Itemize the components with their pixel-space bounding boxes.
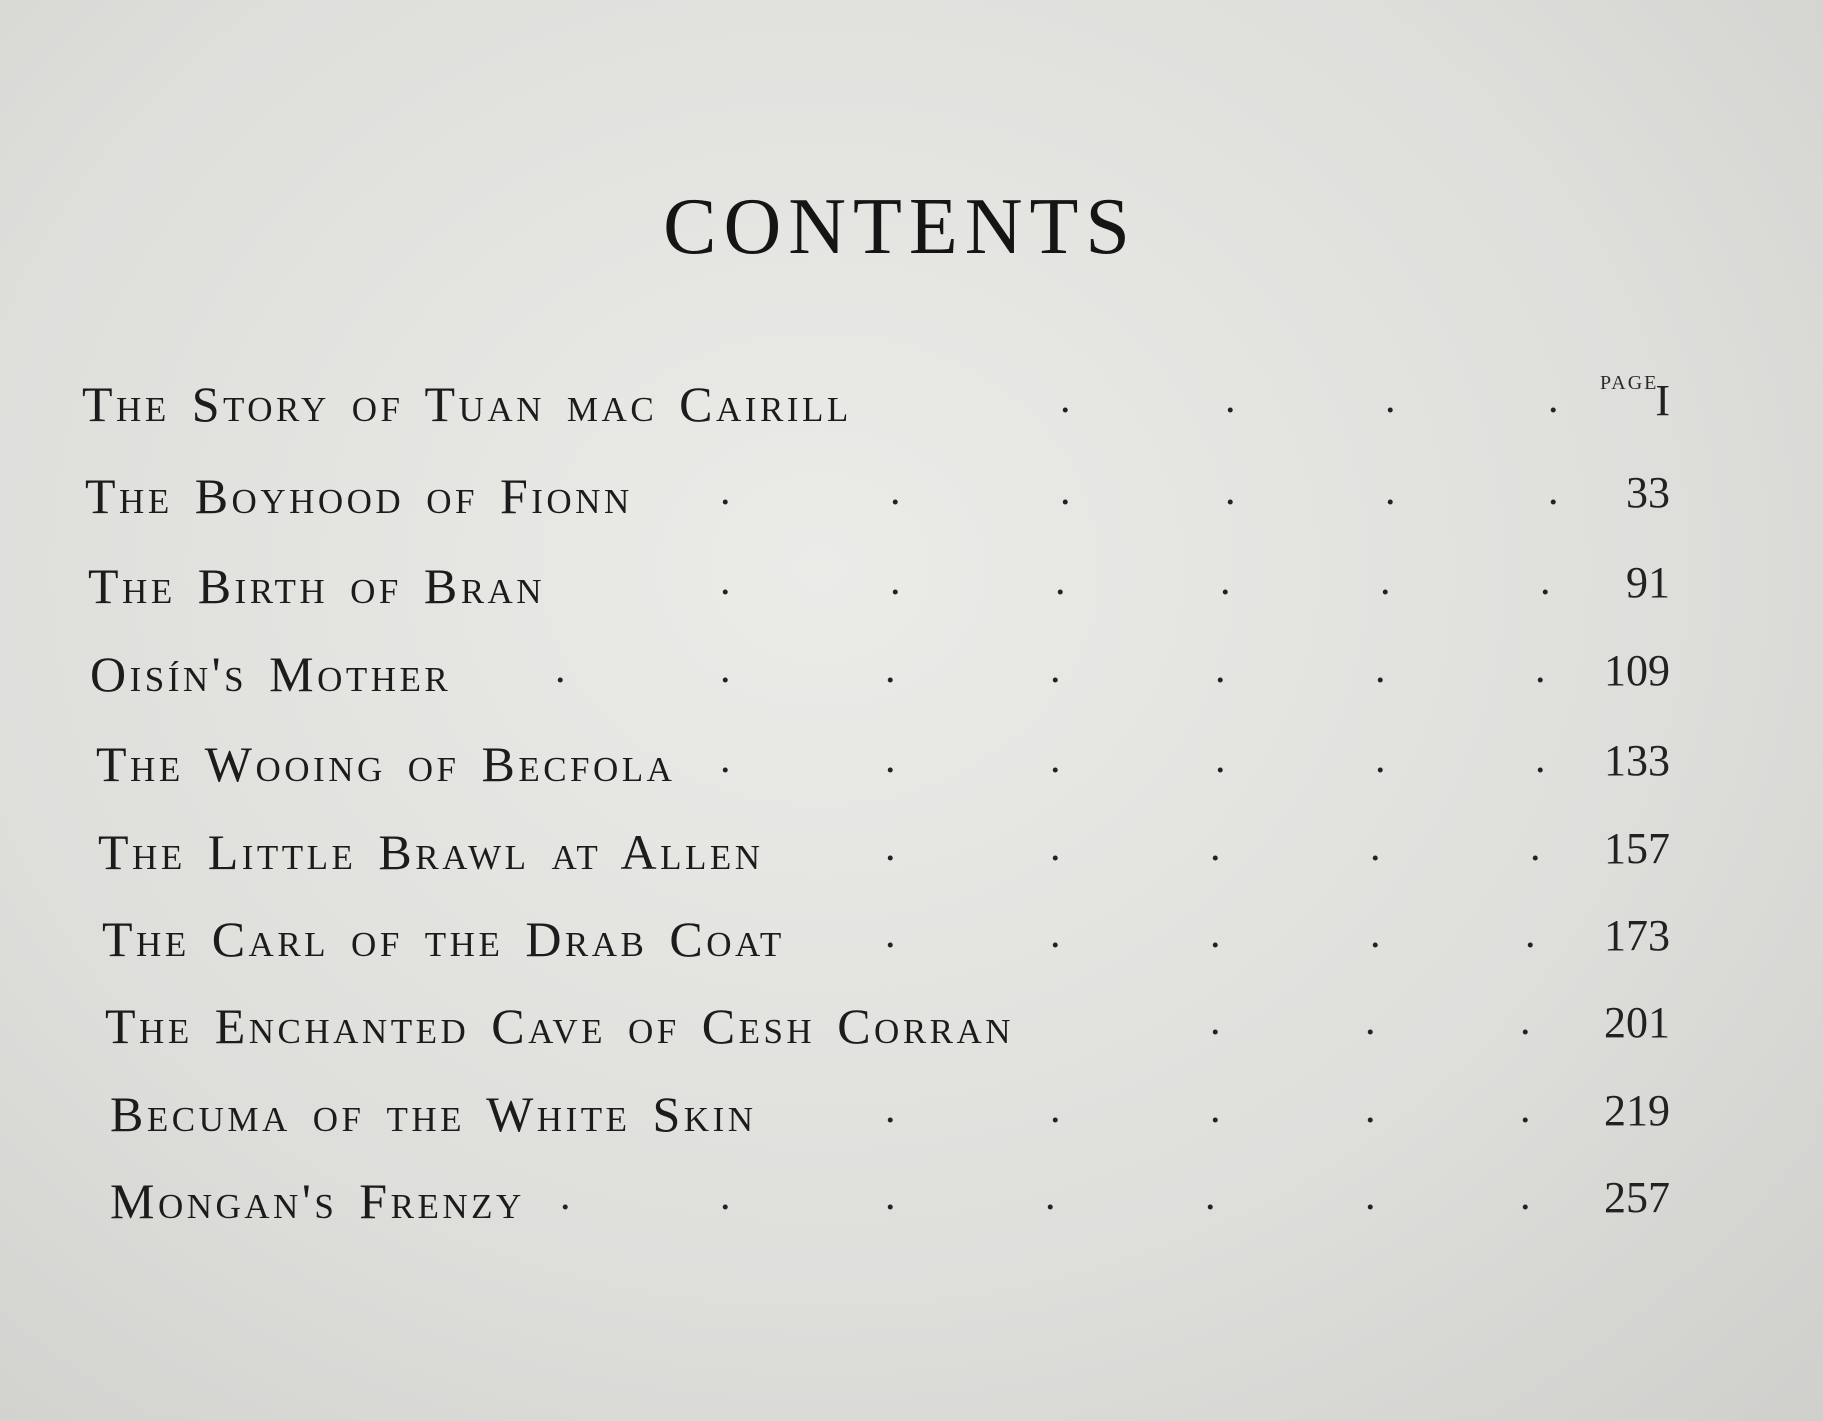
- leader-dot: .: [1385, 468, 1396, 514]
- toc-entry-title: Mongan's Frenzy: [110, 1173, 525, 1229]
- leader-dot: .: [1050, 736, 1061, 782]
- page-column-label: PAGE: [1600, 372, 1659, 394]
- toc-page-number: I: [1655, 376, 1670, 425]
- leader-dot: .: [885, 1173, 896, 1219]
- leader-dot: .: [1050, 824, 1061, 870]
- leader-dot: .: [885, 646, 896, 692]
- toc-entry-title: The Little Brawl at Allen: [98, 824, 764, 880]
- leader-dot: .: [1060, 376, 1071, 422]
- leader-dot: .: [1210, 1086, 1221, 1132]
- leader-dot: .: [1210, 911, 1221, 957]
- toc-entry: [0, 997, 1823, 1057]
- leader-dot: .: [560, 1173, 571, 1219]
- leader-dot: .: [720, 646, 731, 692]
- leader-dot: .: [1548, 468, 1559, 514]
- leader-dot: .: [720, 468, 731, 514]
- leader-dot: .: [720, 558, 731, 604]
- toc-entry: [0, 467, 1823, 527]
- leader-dot: .: [1225, 468, 1236, 514]
- toc-entry: [0, 735, 1823, 795]
- leader-dot: .: [890, 558, 901, 604]
- leader-dot: .: [1220, 558, 1231, 604]
- leader-dot: .: [885, 824, 896, 870]
- toc-entry: [0, 1172, 1823, 1232]
- toc-page-number: 133: [1604, 736, 1670, 785]
- toc-entry-title: The Enchanted Cave of Cesh Corran: [105, 998, 1015, 1054]
- leader-dot: .: [555, 646, 566, 692]
- leader-dot: .: [885, 911, 896, 957]
- toc-entry-title: Becuma of the White Skin: [110, 1086, 757, 1142]
- leader-dot: .: [1520, 998, 1531, 1044]
- toc-entry-title: The Boyhood of Fionn: [85, 468, 633, 524]
- toc-entry: [0, 557, 1823, 617]
- leader-dot: .: [1050, 911, 1061, 957]
- toc-page-number: 91: [1626, 558, 1670, 607]
- page-title: CONTENTS: [663, 183, 1137, 271]
- leader-dot: .: [1215, 646, 1226, 692]
- leader-dot: .: [1535, 646, 1546, 692]
- toc-page-number: 157: [1604, 824, 1670, 873]
- leader-dot: .: [720, 736, 731, 782]
- leader-dot: .: [1045, 1173, 1056, 1219]
- leader-dot: .: [1050, 1086, 1061, 1132]
- toc-page-number: 219: [1604, 1086, 1670, 1135]
- leader-dot: .: [1370, 911, 1381, 957]
- leader-dot: .: [1225, 376, 1236, 422]
- leader-dot: .: [1050, 646, 1061, 692]
- leader-dot: .: [1370, 824, 1381, 870]
- leader-dot: .: [1055, 558, 1066, 604]
- leader-dot: .: [1380, 558, 1391, 604]
- leader-dot: .: [1375, 736, 1386, 782]
- toc-page-number: 201: [1604, 998, 1670, 1047]
- leader-dot: .: [1548, 376, 1559, 422]
- toc-entry: [0, 910, 1823, 970]
- toc-entry: [0, 375, 1823, 435]
- leader-dot: .: [1375, 646, 1386, 692]
- leader-dot: .: [1385, 376, 1396, 422]
- leader-dot: .: [1520, 1086, 1531, 1132]
- toc-page-number: 109: [1604, 646, 1670, 695]
- leader-dot: .: [1365, 1173, 1376, 1219]
- leader-dot: .: [1525, 911, 1536, 957]
- leader-dot: .: [1530, 824, 1541, 870]
- leader-dot: .: [1540, 558, 1551, 604]
- leader-dot: .: [720, 1173, 731, 1219]
- leader-dot: .: [1520, 1173, 1531, 1219]
- leader-dot: .: [1215, 736, 1226, 782]
- toc-entry-title: The Wooing of Becfola: [96, 736, 676, 792]
- toc-entry: [0, 1085, 1823, 1145]
- toc-page-number: 173: [1604, 911, 1670, 960]
- toc-page-number: 257: [1604, 1173, 1670, 1222]
- leader-dot: .: [1060, 468, 1071, 514]
- toc-entry-title: Oisín's Mother: [90, 646, 452, 702]
- toc-entry: [0, 645, 1823, 705]
- leader-dot: .: [1365, 1086, 1376, 1132]
- toc-entry-title: The Birth of Bran: [88, 558, 546, 614]
- toc-entry-title: The Story of Tuan mac Cairill: [82, 376, 852, 432]
- leader-dot: .: [885, 1086, 896, 1132]
- leader-dot: .: [885, 736, 896, 782]
- leader-dot: .: [1365, 998, 1376, 1044]
- leader-dot: .: [1210, 998, 1221, 1044]
- toc-entry-title: The Carl of the Drab Coat: [102, 911, 785, 967]
- leader-dot: .: [1535, 736, 1546, 782]
- toc-entry: [0, 823, 1823, 883]
- toc-page-number: 33: [1626, 468, 1670, 517]
- leader-dot: .: [1205, 1173, 1216, 1219]
- leader-dot: .: [1210, 824, 1221, 870]
- leader-dot: .: [890, 468, 901, 514]
